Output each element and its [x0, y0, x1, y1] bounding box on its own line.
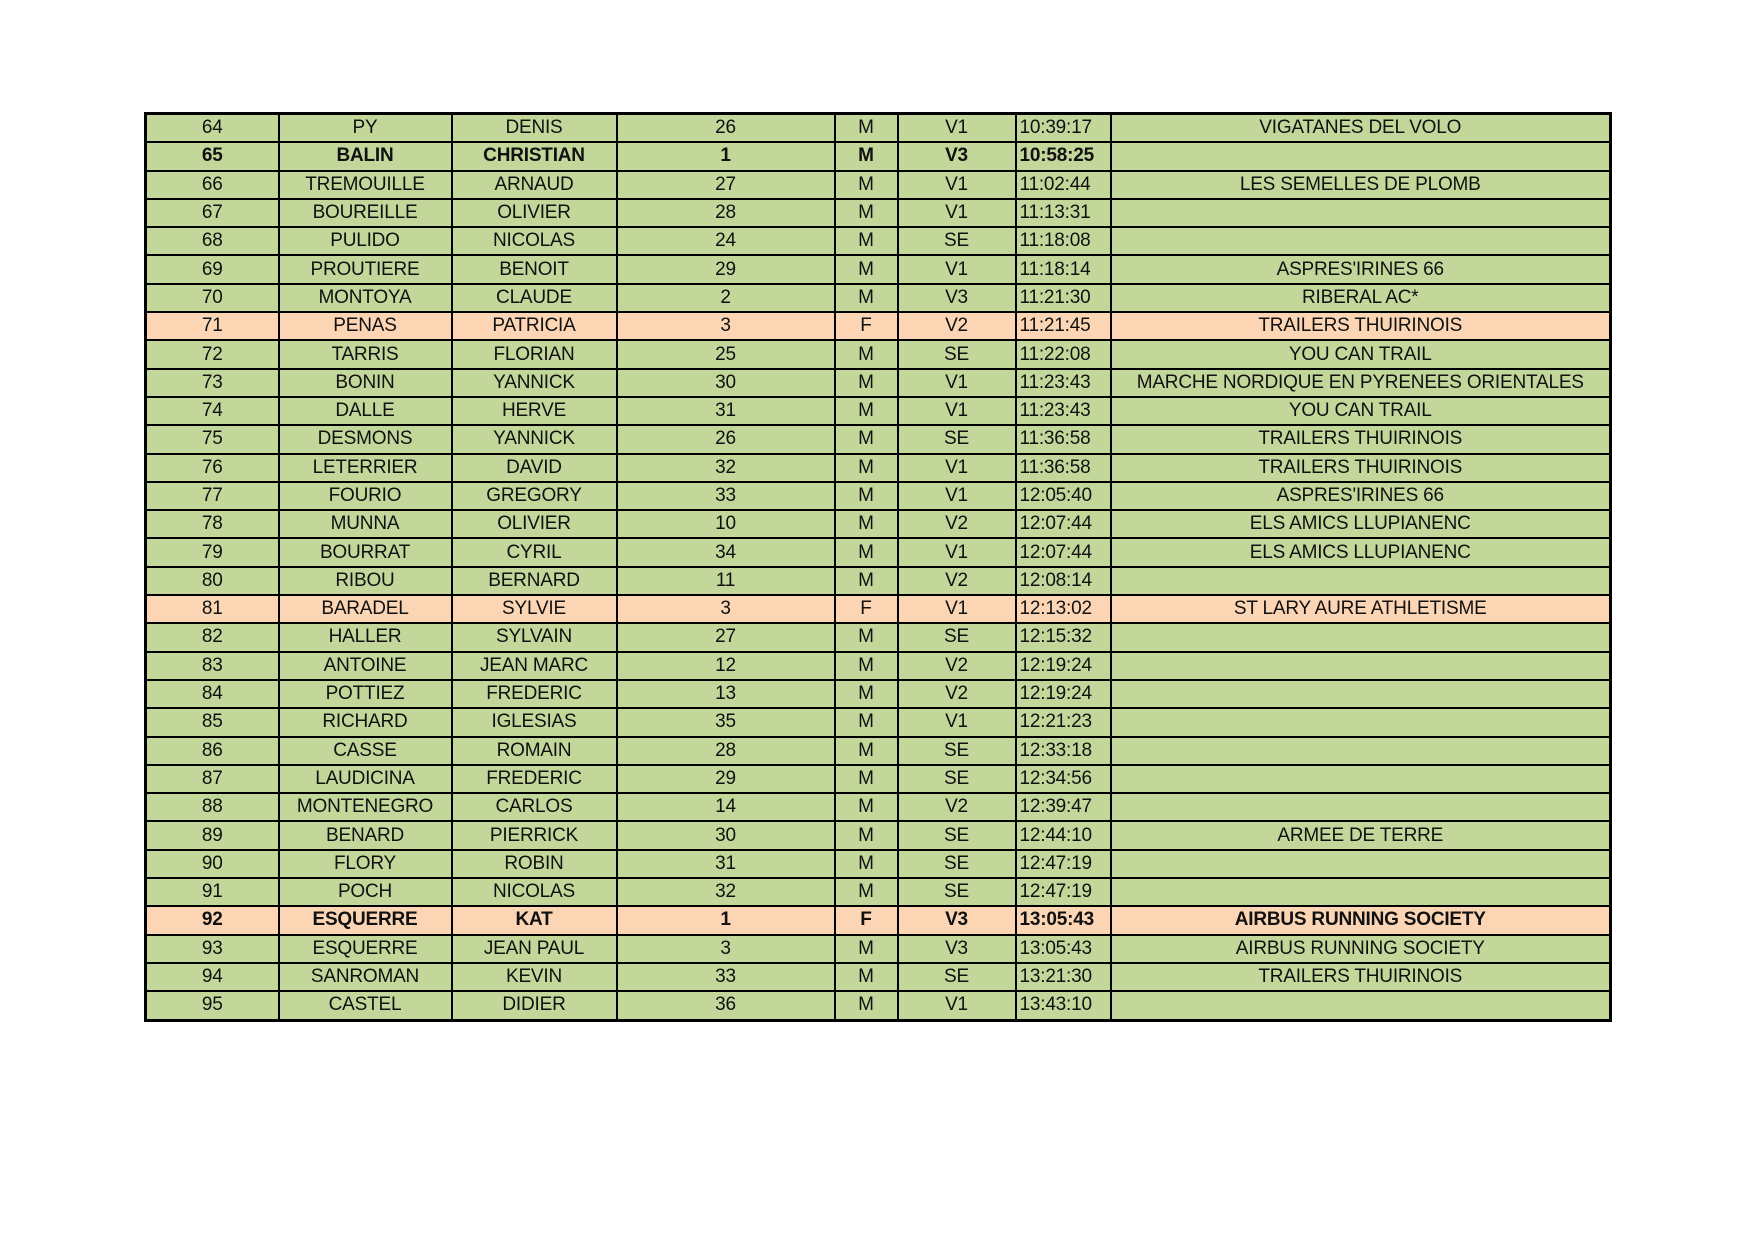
first-name-cell: ROMAIN	[452, 737, 617, 765]
time-cell: 11:18:14	[1016, 255, 1111, 283]
first-name-cell: CLAUDE	[452, 284, 617, 312]
rank-cell: 84	[146, 680, 279, 708]
category-cell: V2	[898, 652, 1016, 680]
first-name-cell: PATRICIA	[452, 312, 617, 340]
category-cell: V1	[898, 454, 1016, 482]
category-cell: V2	[898, 567, 1016, 595]
category-rank-cell: 32	[617, 454, 835, 482]
last-name-cell: ESQUERRE	[279, 935, 452, 963]
category-rank-cell: 3	[617, 595, 835, 623]
table-row	[146, 482, 1611, 510]
sex-cell: M	[835, 425, 898, 453]
table-row	[146, 623, 1611, 651]
time-cell: 13:05:43	[1016, 906, 1111, 934]
table-row	[146, 737, 1611, 765]
first-name-cell: GREGORY	[452, 482, 617, 510]
last-name-cell: CASTEL	[279, 991, 452, 1020]
category-rank-cell: 13	[617, 680, 835, 708]
category-cell: V1	[898, 482, 1016, 510]
category-rank-cell: 11	[617, 567, 835, 595]
last-name-cell: RIBOU	[279, 567, 452, 595]
club-cell: AIRBUS RUNNING SOCIETY	[1111, 906, 1611, 934]
time-cell: 12:47:19	[1016, 878, 1111, 906]
sex-cell: M	[835, 454, 898, 482]
last-name-cell: MUNNA	[279, 510, 452, 538]
club-cell: ARMEE DE TERRE	[1111, 821, 1611, 849]
category-rank-cell: 33	[617, 963, 835, 991]
last-name-cell: BARADEL	[279, 595, 452, 623]
club-cell	[1111, 652, 1611, 680]
first-name-cell: SYLVIE	[452, 595, 617, 623]
time-cell: 12:05:40	[1016, 482, 1111, 510]
first-name-cell: NICOLAS	[452, 227, 617, 255]
club-cell	[1111, 199, 1611, 227]
sex-cell: M	[835, 227, 898, 255]
rank-cell: 71	[146, 312, 279, 340]
sex-cell: M	[835, 821, 898, 849]
rank-cell: 94	[146, 963, 279, 991]
rank-cell: 68	[146, 227, 279, 255]
table-row	[146, 652, 1611, 680]
rank-cell: 76	[146, 454, 279, 482]
club-cell: ELS AMICS LLUPIANENC	[1111, 510, 1611, 538]
last-name-cell: LETERRIER	[279, 454, 452, 482]
table-row	[146, 567, 1611, 595]
club-cell: LES SEMELLES DE PLOMB	[1111, 171, 1611, 199]
time-cell: 12:07:44	[1016, 510, 1111, 538]
rank-cell: 72	[146, 340, 279, 368]
category-rank-cell: 1	[617, 906, 835, 934]
category-rank-cell: 26	[617, 425, 835, 453]
first-name-cell: HERVE	[452, 397, 617, 425]
category-rank-cell: 29	[617, 255, 835, 283]
category-cell: SE	[898, 737, 1016, 765]
club-cell	[1111, 227, 1611, 255]
time-cell: 10:58:25	[1016, 142, 1111, 170]
time-cell: 11:21:45	[1016, 312, 1111, 340]
category-rank-cell: 27	[617, 623, 835, 651]
rank-cell: 95	[146, 991, 279, 1020]
sex-cell: M	[835, 935, 898, 963]
club-cell: ELS AMICS LLUPIANENC	[1111, 538, 1611, 566]
category-rank-cell: 1	[617, 142, 835, 170]
table-row	[146, 284, 1611, 312]
club-cell: ASPRES'IRINES 66	[1111, 255, 1611, 283]
results-body	[146, 114, 1611, 1021]
last-name-cell: LAUDICINA	[279, 765, 452, 793]
table-row	[146, 199, 1611, 227]
table-row	[146, 340, 1611, 368]
rank-cell: 82	[146, 623, 279, 651]
category-rank-cell: 31	[617, 397, 835, 425]
table-row	[146, 708, 1611, 736]
table-row	[146, 906, 1611, 934]
time-cell: 13:43:10	[1016, 991, 1111, 1020]
last-name-cell: BOUREILLE	[279, 199, 452, 227]
first-name-cell: FREDERIC	[452, 765, 617, 793]
first-name-cell: BERNARD	[452, 567, 617, 595]
club-cell	[1111, 878, 1611, 906]
last-name-cell: SANROMAN	[279, 963, 452, 991]
time-cell: 11:21:30	[1016, 284, 1111, 312]
club-cell: TRAILERS THUIRINOIS	[1111, 963, 1611, 991]
category-cell: V1	[898, 538, 1016, 566]
table-row	[146, 595, 1611, 623]
rank-cell: 69	[146, 255, 279, 283]
sex-cell: M	[835, 963, 898, 991]
category-rank-cell: 30	[617, 369, 835, 397]
category-cell: V1	[898, 595, 1016, 623]
rank-cell: 87	[146, 765, 279, 793]
rank-cell: 89	[146, 821, 279, 849]
time-cell: 13:21:30	[1016, 963, 1111, 991]
rank-cell: 64	[146, 114, 279, 143]
time-cell: 13:05:43	[1016, 935, 1111, 963]
table-row	[146, 680, 1611, 708]
first-name-cell: NICOLAS	[452, 878, 617, 906]
last-name-cell: POCH	[279, 878, 452, 906]
time-cell: 11:02:44	[1016, 171, 1111, 199]
first-name-cell: BENOIT	[452, 255, 617, 283]
club-cell	[1111, 765, 1611, 793]
category-rank-cell: 27	[617, 171, 835, 199]
time-cell: 12:34:56	[1016, 765, 1111, 793]
first-name-cell: DIDIER	[452, 991, 617, 1020]
category-cell: SE	[898, 425, 1016, 453]
last-name-cell: BONIN	[279, 369, 452, 397]
sex-cell: M	[835, 114, 898, 143]
first-name-cell: CHRISTIAN	[452, 142, 617, 170]
club-cell: MARCHE NORDIQUE EN PYRENEES ORIENTALES	[1111, 369, 1611, 397]
table-row	[146, 255, 1611, 283]
last-name-cell: DALLE	[279, 397, 452, 425]
race-results-table	[144, 112, 1612, 1022]
sex-cell: F	[835, 906, 898, 934]
last-name-cell: ANTOINE	[279, 652, 452, 680]
time-cell: 12:15:32	[1016, 623, 1111, 651]
time-cell: 11:36:58	[1016, 425, 1111, 453]
category-rank-cell: 2	[617, 284, 835, 312]
category-rank-cell: 25	[617, 340, 835, 368]
rank-cell: 83	[146, 652, 279, 680]
club-cell: AIRBUS RUNNING SOCIETY	[1111, 935, 1611, 963]
rank-cell: 91	[146, 878, 279, 906]
last-name-cell: BOURRAT	[279, 538, 452, 566]
table-row	[146, 538, 1611, 566]
rank-cell: 73	[146, 369, 279, 397]
club-cell	[1111, 850, 1611, 878]
table-row	[146, 935, 1611, 963]
time-cell: 12:44:10	[1016, 821, 1111, 849]
sex-cell: F	[835, 595, 898, 623]
sex-cell: M	[835, 765, 898, 793]
category-cell: V3	[898, 142, 1016, 170]
category-cell: V2	[898, 510, 1016, 538]
first-name-cell: JEAN PAUL	[452, 935, 617, 963]
club-cell: ST LARY AURE ATHLETISME	[1111, 595, 1611, 623]
first-name-cell: KAT	[452, 906, 617, 934]
rank-cell: 66	[146, 171, 279, 199]
rank-cell: 77	[146, 482, 279, 510]
time-cell: 10:39:17	[1016, 114, 1111, 143]
sex-cell: M	[835, 737, 898, 765]
category-cell: V2	[898, 312, 1016, 340]
time-cell: 11:13:31	[1016, 199, 1111, 227]
category-cell: V1	[898, 708, 1016, 736]
last-name-cell: BALIN	[279, 142, 452, 170]
category-cell: SE	[898, 963, 1016, 991]
category-rank-cell: 28	[617, 737, 835, 765]
rank-cell: 92	[146, 906, 279, 934]
last-name-cell: PULIDO	[279, 227, 452, 255]
table-row	[146, 510, 1611, 538]
club-cell	[1111, 680, 1611, 708]
time-cell: 12:47:19	[1016, 850, 1111, 878]
category-rank-cell: 28	[617, 199, 835, 227]
category-cell: V1	[898, 114, 1016, 143]
time-cell: 11:36:58	[1016, 454, 1111, 482]
category-cell: SE	[898, 765, 1016, 793]
time-cell: 12:13:02	[1016, 595, 1111, 623]
sex-cell: M	[835, 652, 898, 680]
sex-cell: M	[835, 567, 898, 595]
category-cell: SE	[898, 821, 1016, 849]
category-rank-cell: 12	[617, 652, 835, 680]
table-row	[146, 114, 1611, 143]
category-rank-cell: 32	[617, 878, 835, 906]
first-name-cell: ROBIN	[452, 850, 617, 878]
category-cell: SE	[898, 227, 1016, 255]
rank-cell: 75	[146, 425, 279, 453]
category-rank-cell: 31	[617, 850, 835, 878]
rank-cell: 81	[146, 595, 279, 623]
last-name-cell: PY	[279, 114, 452, 143]
rank-cell: 70	[146, 284, 279, 312]
time-cell: 12:39:47	[1016, 793, 1111, 821]
rank-cell: 86	[146, 737, 279, 765]
sex-cell: M	[835, 793, 898, 821]
table-row	[146, 991, 1611, 1020]
club-cell	[1111, 991, 1611, 1020]
first-name-cell: FREDERIC	[452, 680, 617, 708]
table-row	[146, 963, 1611, 991]
last-name-cell: PENAS	[279, 312, 452, 340]
club-cell	[1111, 793, 1611, 821]
club-cell: VIGATANES DEL VOLO	[1111, 114, 1611, 143]
category-rank-cell: 3	[617, 312, 835, 340]
club-cell: YOU CAN TRAIL	[1111, 340, 1611, 368]
time-cell: 12:08:14	[1016, 567, 1111, 595]
last-name-cell: RICHARD	[279, 708, 452, 736]
table-row	[146, 878, 1611, 906]
category-rank-cell: 26	[617, 114, 835, 143]
table-row	[146, 397, 1611, 425]
first-name-cell: ARNAUD	[452, 171, 617, 199]
last-name-cell: BENARD	[279, 821, 452, 849]
sex-cell: M	[835, 255, 898, 283]
table-row	[146, 454, 1611, 482]
category-cell: V1	[898, 255, 1016, 283]
time-cell: 11:23:43	[1016, 397, 1111, 425]
category-rank-cell: 14	[617, 793, 835, 821]
table-row	[146, 171, 1611, 199]
last-name-cell: POTTIEZ	[279, 680, 452, 708]
sex-cell: M	[835, 623, 898, 651]
time-cell: 12:19:24	[1016, 652, 1111, 680]
rank-cell: 80	[146, 567, 279, 595]
first-name-cell: DAVID	[452, 454, 617, 482]
club-cell: TRAILERS THUIRINOIS	[1111, 312, 1611, 340]
first-name-cell: PIERRICK	[452, 821, 617, 849]
sex-cell: M	[835, 850, 898, 878]
table-row	[146, 227, 1611, 255]
club-cell: ASPRES'IRINES 66	[1111, 482, 1611, 510]
first-name-cell: CARLOS	[452, 793, 617, 821]
last-name-cell: CASSE	[279, 737, 452, 765]
category-cell: V1	[898, 369, 1016, 397]
last-name-cell: FLORY	[279, 850, 452, 878]
last-name-cell: TARRIS	[279, 340, 452, 368]
sex-cell: M	[835, 538, 898, 566]
category-cell: V2	[898, 793, 1016, 821]
category-rank-cell: 36	[617, 991, 835, 1020]
category-rank-cell: 30	[617, 821, 835, 849]
rank-cell: 74	[146, 397, 279, 425]
last-name-cell: ESQUERRE	[279, 906, 452, 934]
table-row	[146, 793, 1611, 821]
sex-cell: M	[835, 142, 898, 170]
club-cell	[1111, 708, 1611, 736]
last-name-cell: MONTENEGRO	[279, 793, 452, 821]
first-name-cell: CYRIL	[452, 538, 617, 566]
table-row	[146, 312, 1611, 340]
rank-cell: 67	[146, 199, 279, 227]
table-row	[146, 142, 1611, 170]
time-cell: 12:07:44	[1016, 538, 1111, 566]
category-rank-cell: 35	[617, 708, 835, 736]
club-cell: RIBERAL AC*	[1111, 284, 1611, 312]
rank-cell: 85	[146, 708, 279, 736]
rank-cell: 65	[146, 142, 279, 170]
club-cell	[1111, 737, 1611, 765]
first-name-cell: JEAN MARC	[452, 652, 617, 680]
table-row	[146, 425, 1611, 453]
sex-cell: M	[835, 878, 898, 906]
club-cell: TRAILERS THUIRINOIS	[1111, 454, 1611, 482]
time-cell: 11:22:08	[1016, 340, 1111, 368]
sex-cell: M	[835, 680, 898, 708]
rank-cell: 79	[146, 538, 279, 566]
last-name-cell: FOURIO	[279, 482, 452, 510]
time-cell: 12:21:23	[1016, 708, 1111, 736]
category-cell: V1	[898, 171, 1016, 199]
rank-cell: 93	[146, 935, 279, 963]
category-cell: V1	[898, 199, 1016, 227]
category-rank-cell: 3	[617, 935, 835, 963]
first-name-cell: YANNICK	[452, 369, 617, 397]
last-name-cell: HALLER	[279, 623, 452, 651]
club-cell	[1111, 623, 1611, 651]
sex-cell: F	[835, 312, 898, 340]
table-row	[146, 369, 1611, 397]
first-name-cell: FLORIAN	[452, 340, 617, 368]
first-name-cell: OLIVIER	[452, 199, 617, 227]
category-cell: SE	[898, 878, 1016, 906]
category-rank-cell: 33	[617, 482, 835, 510]
sex-cell: M	[835, 991, 898, 1020]
category-cell: V2	[898, 680, 1016, 708]
rank-cell: 78	[146, 510, 279, 538]
category-cell: SE	[898, 623, 1016, 651]
sex-cell: M	[835, 171, 898, 199]
category-rank-cell: 24	[617, 227, 835, 255]
first-name-cell: IGLESIAS	[452, 708, 617, 736]
club-cell: TRAILERS THUIRINOIS	[1111, 425, 1611, 453]
category-cell: V3	[898, 284, 1016, 312]
last-name-cell: MONTOYA	[279, 284, 452, 312]
category-cell: SE	[898, 340, 1016, 368]
category-cell: V3	[898, 935, 1016, 963]
category-cell: V1	[898, 991, 1016, 1020]
club-cell	[1111, 142, 1611, 170]
sex-cell: M	[835, 340, 898, 368]
first-name-cell: KEVIN	[452, 963, 617, 991]
last-name-cell: PROUTIERE	[279, 255, 452, 283]
category-cell: V3	[898, 906, 1016, 934]
table-row	[146, 821, 1611, 849]
sex-cell: M	[835, 369, 898, 397]
category-cell: V1	[898, 397, 1016, 425]
last-name-cell: TREMOUILLE	[279, 171, 452, 199]
club-cell	[1111, 567, 1611, 595]
club-cell: YOU CAN TRAIL	[1111, 397, 1611, 425]
category-rank-cell: 34	[617, 538, 835, 566]
rank-cell: 88	[146, 793, 279, 821]
sex-cell: M	[835, 510, 898, 538]
first-name-cell: SYLVAIN	[452, 623, 617, 651]
table-row	[146, 850, 1611, 878]
time-cell: 12:33:18	[1016, 737, 1111, 765]
time-cell: 11:18:08	[1016, 227, 1111, 255]
sex-cell: M	[835, 284, 898, 312]
time-cell: 11:23:43	[1016, 369, 1111, 397]
last-name-cell: DESMONS	[279, 425, 452, 453]
category-rank-cell: 29	[617, 765, 835, 793]
first-name-cell: YANNICK	[452, 425, 617, 453]
first-name-cell: OLIVIER	[452, 510, 617, 538]
sex-cell: M	[835, 708, 898, 736]
table-row	[146, 765, 1611, 793]
sex-cell: M	[835, 482, 898, 510]
time-cell: 12:19:24	[1016, 680, 1111, 708]
sex-cell: M	[835, 199, 898, 227]
category-rank-cell: 10	[617, 510, 835, 538]
sex-cell: M	[835, 397, 898, 425]
rank-cell: 90	[146, 850, 279, 878]
category-cell: SE	[898, 850, 1016, 878]
first-name-cell: DENIS	[452, 114, 617, 143]
